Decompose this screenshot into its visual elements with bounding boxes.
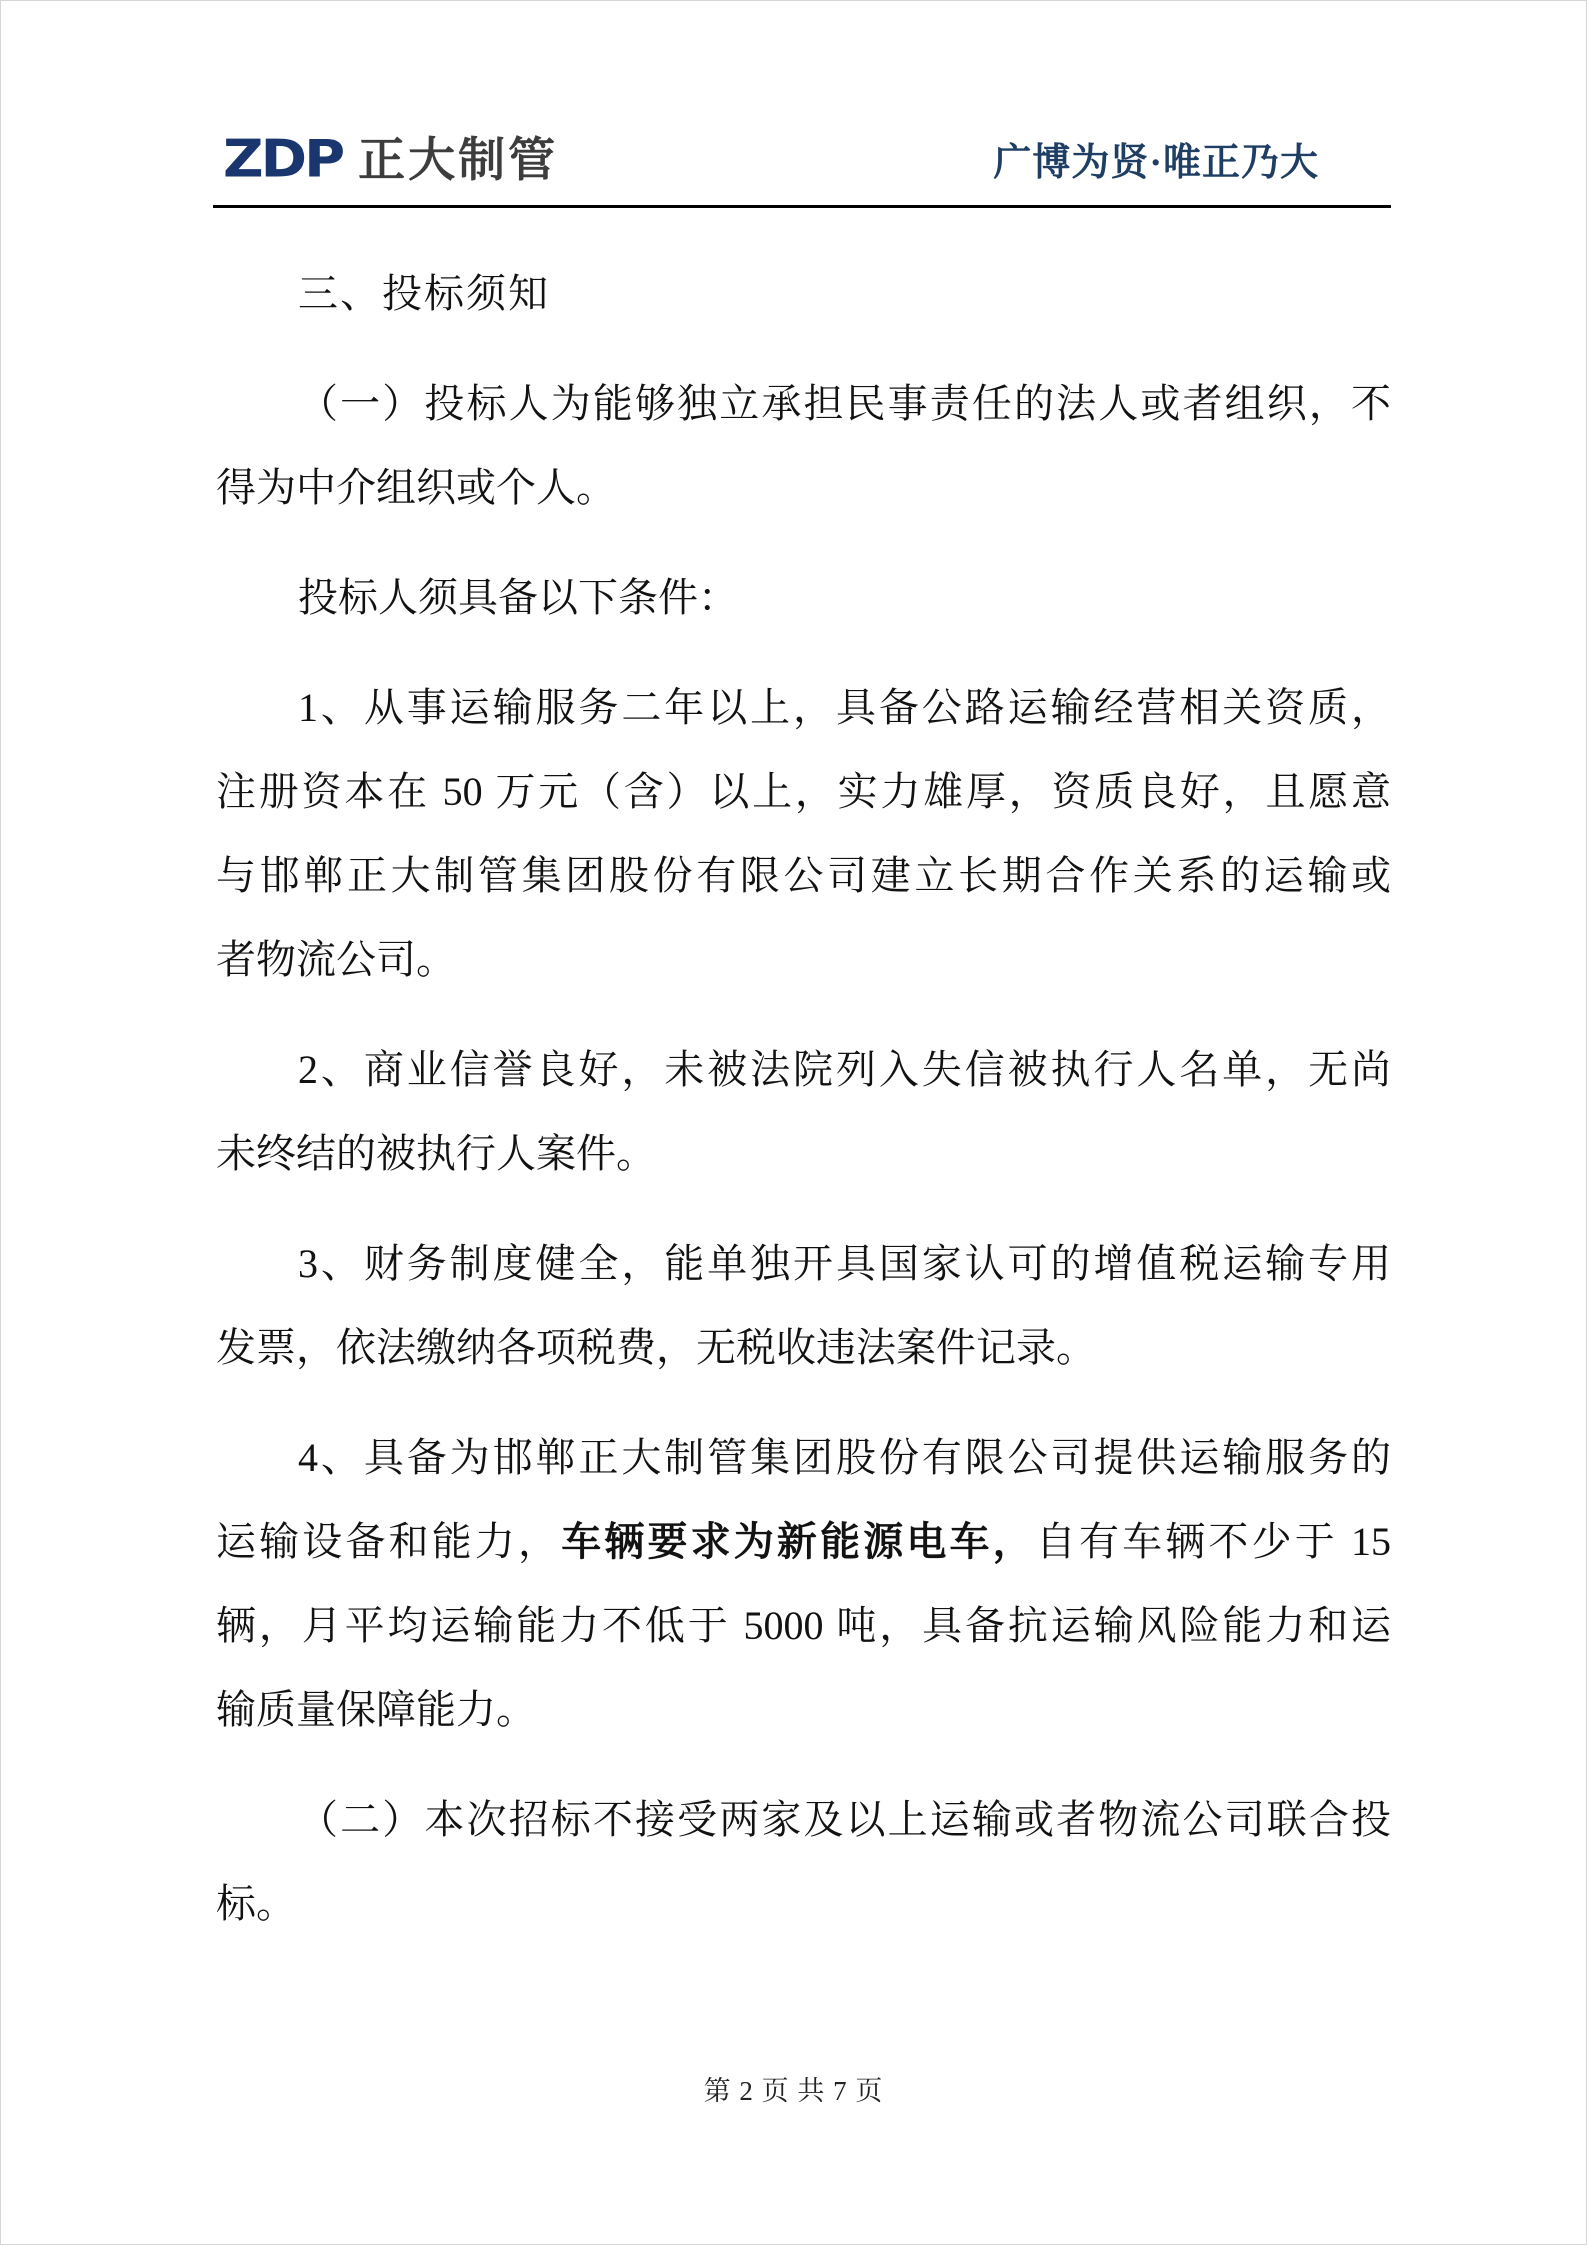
vehicle-requirement-bold-text: 车辆要求为新能源电车， — [561, 1519, 1036, 1564]
paragraph-line: 与邯郸正大制管集团股份有限公司建立长期合作关系的运输或 — [216, 853, 1391, 898]
paragraph-line: （一）投标人为能够独立承担民事责任的法人或者组织，不 — [298, 381, 1391, 426]
company-name: 正大制管 — [358, 132, 559, 188]
text-segment: 自有车辆不少于 15 — [1035, 1519, 1392, 1564]
paragraph-line: 1、从事运输服务二年以上，具备公路运输经营相关资质， — [298, 685, 1391, 730]
company-logo — [223, 129, 558, 191]
page-number: 第 2 页 共 7 页 — [703, 2076, 884, 2106]
text-segment: 运输设备和能力， — [216, 1519, 562, 1564]
condition-2-paragraph — [216, 1028, 1391, 1196]
clause-1-paragraph — [216, 362, 1391, 530]
paragraph-line: 4、具备为邯郸正大制管集团股份有限公司提供运输服务的 — [298, 1435, 1391, 1480]
condition-4-paragraph — [216, 1416, 1391, 1752]
paragraph-line: 发票，依法缴纳各项税费，无税收违法案件记录。 — [216, 1325, 1096, 1370]
section-title: 三、投标须知 — [298, 271, 550, 316]
paragraph-line: 者物流公司。 — [216, 937, 456, 982]
paragraph-line: 注册资本在 50 万元（含）以上，实力雄厚，资质良好，且愿意 — [216, 769, 1391, 814]
conditions-intro-paragraph — [216, 556, 1391, 640]
paragraph-line: （二）本次招标不接受两家及以上运输或者物流公司联合投 — [298, 1797, 1391, 1842]
paragraph-line: 未终结的被执行人案件。 — [216, 1131, 656, 1176]
paragraph-line: 3、财务制度健全，能单独开具国家认可的增值税运输专用 — [298, 1241, 1391, 1286]
condition-3-paragraph — [216, 1222, 1391, 1390]
paragraph-line: 标。 — [216, 1881, 296, 1926]
company-tagline: 广博为贤·唯正乃大 — [993, 142, 1319, 184]
header-divider — [213, 205, 1391, 208]
paragraph-line: 投标人须具备以下条件： — [298, 575, 738, 620]
paragraph-line: 2、商业信誉良好，未被法院列入失信被执行人名单，无尚 — [298, 1047, 1391, 1092]
document-body — [216, 252, 1391, 1946]
page-footer — [1, 2069, 1586, 2108]
paragraph-line: 得为中介组织或个人。 — [216, 465, 616, 510]
condition-1-paragraph — [216, 666, 1391, 1002]
paragraph-line — [216, 1500, 1391, 1584]
zdp-logo-icon: ZDP — [223, 129, 343, 190]
clause-2-paragraph — [216, 1778, 1391, 1946]
paragraph-line: 输质量保障能力。 — [216, 1687, 536, 1732]
paragraph-line: 辆，月平均运输能力不低于 5000 吨，具备抗运输风险能力和运 — [216, 1603, 1391, 1648]
